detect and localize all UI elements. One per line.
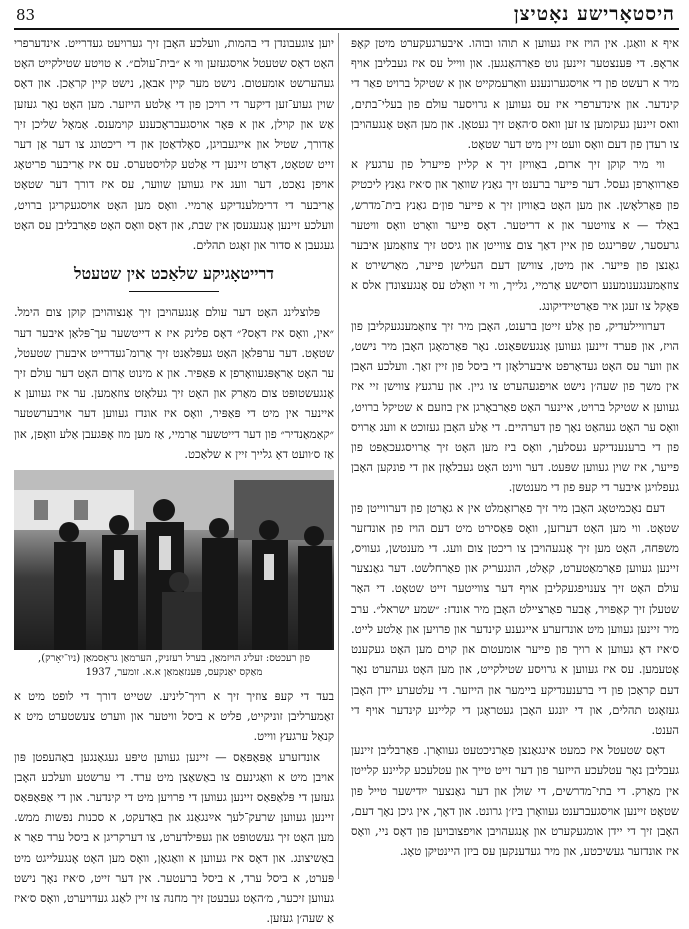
page-header xyxy=(14,2,679,30)
paragraph: דעם נאָכמיטאָג האָבן מיר זיך פאַרזאַמלט אין א גאָרטן פון דערווייטן פון שטאָט. ווי מען האָט דערזען, וואָס פּאַסירט מיט דעם הויז פון אונדזער משפּחה, האָט מען זיך אָנגעהויבן צו ריכטן צום וועג. די מענטשן, געוויס, זיינען געווען פאַרמאַטערט, קאַלט, הונגעריק און פאַרחלשט. דער גאַנצער עולם האָט זיך צענויפגעקליבן אויף דער צווייטער זייט שטאָט. די האַר שטעלן זיך קאַפּויר, אָבער פאַרציילט האָבן מיר אונדז: ״שמע ישראל״. ערב מיר זיינען געווען מיט אונדזערע אייגענע קינדער און פרויען און אַלטע לייט. ס׳איז דאָ געווען א רויך פון פייער אומעטום און קוים מען האָט געקענט אָטעמען. עס איז געווען א גרויסע שטילקייט, און מען האָט געהערט נאָר דעם קראַכן פון די ברענענדיקע ביימער און הייזער. די עלטערע יידן האָבן געזאָגט תהלים, און די יונגע האָבן געטראָגן די קליינע קינדער אויף די הענט. xyxy=(351,500,679,737)
column-divider xyxy=(338,33,339,879)
paragraph: איף א וואַגן. אין הויז איז געווען א תוהו ובוהו. איבערגעקערט מיטן קאָפּ אראָפּ. די פּענצטער זיינען גוט פאַרהאַנגען. און ווייל עס איז געבליבן אויף מיר א רעשט פון די אויסגערונענע וואַרעמקייט און א שטיקל ברויט פאַר די קינדער. און אינדערפרי איז עס געווען א גרויסער עולם פון בעלי־בתים, וואס זיינען געקומען צו זען וואס ס׳האָט זיך געטאָן. און מען האָט אָנגעהויבן צו רעדן פון דעם וואָס וועט זיין מיט דער שטאָט. xyxy=(351,36,679,152)
running-title: היסטאָרישע נאָטיצן xyxy=(513,3,675,25)
paragraph: דערוויילעדיק, פון אַלע זייטן ברענט, האָבן מיר זיך צוזאַמענגעקליבן פון הויז, און פערד זיינען געווען אַנגעשפּאַנט. נאָר פאַרמאָגן האָבן מיר נישט, און ווער עס האָט געדאַרפט איבערלאָזן די ביסל פון זיין זאַך. וועלכע האָבן אין משך פון שעה׳ן נישט אויפגעהערט צו גיין. און ערגעץ צווישן זיי איז געווען א שטיקל ברויט, איינער האָט פאַרבאָרגן אין בוזעם א שטיקל ברויט, וואָס ער האָט געהאַט נאָך פון דערהיים. די אַלע האָבן געזוכט א וועג אַרויס פון די ברענענדיקע געסלעך, וואָס ביז מען האָט זיך אַרויסגעכאַפּט פון פייער, איז שוין געווען שפּעט. דער ווינט האָט געבלאָזן און די פונקען האָבן געפלויגן איבער די קעפּ פון די מענטשן. xyxy=(351,318,679,495)
caption-line: פון רעכטס: זעליג הויזמאַן, בערל רעזניק, הערמאַן גראָסמאַן (ניו־יאָרק), xyxy=(38,653,310,665)
right-column xyxy=(351,33,679,879)
paragraph: פּלוצלינג האָט דער עולם אָנגעהויבן זיך אָנצוהויבן קוקן צום הימל. ״אין, וואָס איז דאָס?״ דאָס פלינק איז א דייטשער ערָ־פּלאַן איבער דער שטאָט. דער ערפּלאַן האָט געפּלאַנט זיך אַרומ־געדרייט איבערן שטעטל, ער האָט אַראָפּגעוואָרפן א פּאַפּיר. און א מינוט אַרום האָט דער עולם זיך אָנגעשטופּט צום מאַרק און האָט זיך געלאָזט צוזאַמען. ער איז געווען א איינער אין מיט די פּאַפּיר, וואָס איז אונדז געווען דער אויבערשטער ״קאַמאַנדיר״ פון דער דייטשער אַרמיי, אַז מען מוז אָפּגעבן אַלע וואָפן, און אַז ס׳וועט דאָ גלייך זיין א שלאַכט. xyxy=(14,305,334,461)
paragraph: דאָס שטעטל איז כמעט אינגאַנצן פאַרניכטעט געוואָרן. פאַרבליבן זיינען געבליבן נאָר עטלעכע הייזער פון דער זייט טייך און עטלעכע קליינע קלייטן אין מאַרק. די בתי־מדרשים, די שולן און דער גאַנצער ייִדישער טייל פון שטאָט זיינען אויסגעברענט געוואָרן ביז׳ן גרונט. און דאָך, אין גיכן נאָך דעם, האָבן זיך די יידן אומגעקערט און אָנגעהויבן אויפצובויען פון דאָס ניי, וואָס איז אונדזער געשיכטע, און מיר געדענקען עס ביזן היינטיקן טאָג. xyxy=(351,743,679,859)
group-photo xyxy=(14,470,334,650)
title-rule xyxy=(129,291,219,292)
caption-line: מאַקס יאַנקעס, פּענזאַמאַן א.א. זומער, 1937 xyxy=(85,667,263,679)
photo-caption xyxy=(14,652,334,680)
paragraph: יוען צוגעבונדן די בהמות, וועלכע האָבן זיך גערויעט געדרייט. אינדערפרי האָט דאָס שטעטל אויסגעזען ווי א ״בית־עולם״. א טויטע שטילקייט האָט געהערשט אומעטום. נישט מער קיין אבאַן, נישט קיין קראַכן. און דאָס שוין געוע־זען דיקער די רויכן פון די אַלטע הייזער. מען האָט נאָר געזען אַש און קוילן, און א פּאָר אויסגעבראָכענע קוימענס. אַמאָל שליכן זיך אַדורך, שטיל און אייגעבויגן, סאָלדאַטן און די ריכטונג צו דער אַן דער זייט שטאָט, דאָרט זיינען די אַלטע קלויסטערס. עס איז אַריבער פריטאָג אויפן נאַכט, דער וועג איז געווען שווער, עס איז דורך דער שטאָט אַריבער די דרימלענדיקע אַרמיי. וואָס מען האָט אויסגעקריגן ברויט, וועלכע זיינען אָנגעגעסן אין שבת, און דאָס וואָס האָט פאַרבליבן עס האָט געגעבן א סדור און זאָגט תהלים. xyxy=(14,36,334,253)
paragraph: ווי מיר קוקן זיך ארום, באַוויזן זיך א קליין פייערל פון ערגעץ א פאַרוואָרפן געסל. דער פייער ברענט זיך גאַנץ שוואַך און ס׳איז גאַנץ ליכטיק פון פאַרלאָשן. און מען האָט באַוויזן זיך א פייער פון׳ם גאַנץ בית־מדרש, באַלד — א צוויטער און א דריטער. דאָס פייער וואָרט וואָס וויטער גרעסער, שפּרינגט פון איין דאַך צום צווייטן און גיסט זיך צוזאַמען איבער גאַנצן פון פּייער. און מיטן, צווישן דעם העלישן פייער, מאַרשירט א צוזאַמענגענומענע רוסישע אַרמיי, גלייך, ווי זי וואָלט עס אָנגעצונדן אלס א פּאָקל צו זעגן איר פאַרטיידיקונג. xyxy=(351,157,679,313)
photo-illustration xyxy=(14,470,334,650)
section-title: דרייטאָגיקע שלאַכט אין שטעטל xyxy=(74,264,274,284)
left-column xyxy=(14,33,334,926)
paragraph: בעד די קעפּ צוזיך זיך א רויך־ליניע. שטייט דורך די לופט מיט א זאַמערליבן זוניקייט, פליט א ביסל וויטער און ווערט צעשטערט מיט א קנאַל ערגעץ ווייט. xyxy=(14,689,334,744)
page-number: 83 xyxy=(16,6,36,24)
paragraph: אונדזערע אַפּאַפּאַס — זיינען געווען טיפּע געגאַנגען באַהעפטן פּון אויבן מיט א וואַגינעם צו באַשאַצן מיט ערד. די ערשטע וועלכע האָבן געזען די פּלאַפּאַס זיינען געווען די פרויען מיט די קינדער. און די אַפּאַפּאַס זיינען געווען שרעק־לעך אײַנגאַנג און באַדעקט, א סכנות נפשות ממש. מען האָט זיך געשטופּט און געפּילדערט, צו דערקריגן א ביסל ערד פאַר א באַשיצונג. און דאָס איז געווען א וואַגאָן, וואָס מען האָט אָנגעלייגט מיט פּערט, א ביסל ערד, א ביסל ברעטער. אין דער זייט, ס׳איז נאָך נישט געווען זיכער, מ׳האָט געבעטן זיך מחנה צו זיין לאַנג געדויערט, וואָס ס׳איז אַ שעה׳ן געזען. xyxy=(14,749,334,926)
